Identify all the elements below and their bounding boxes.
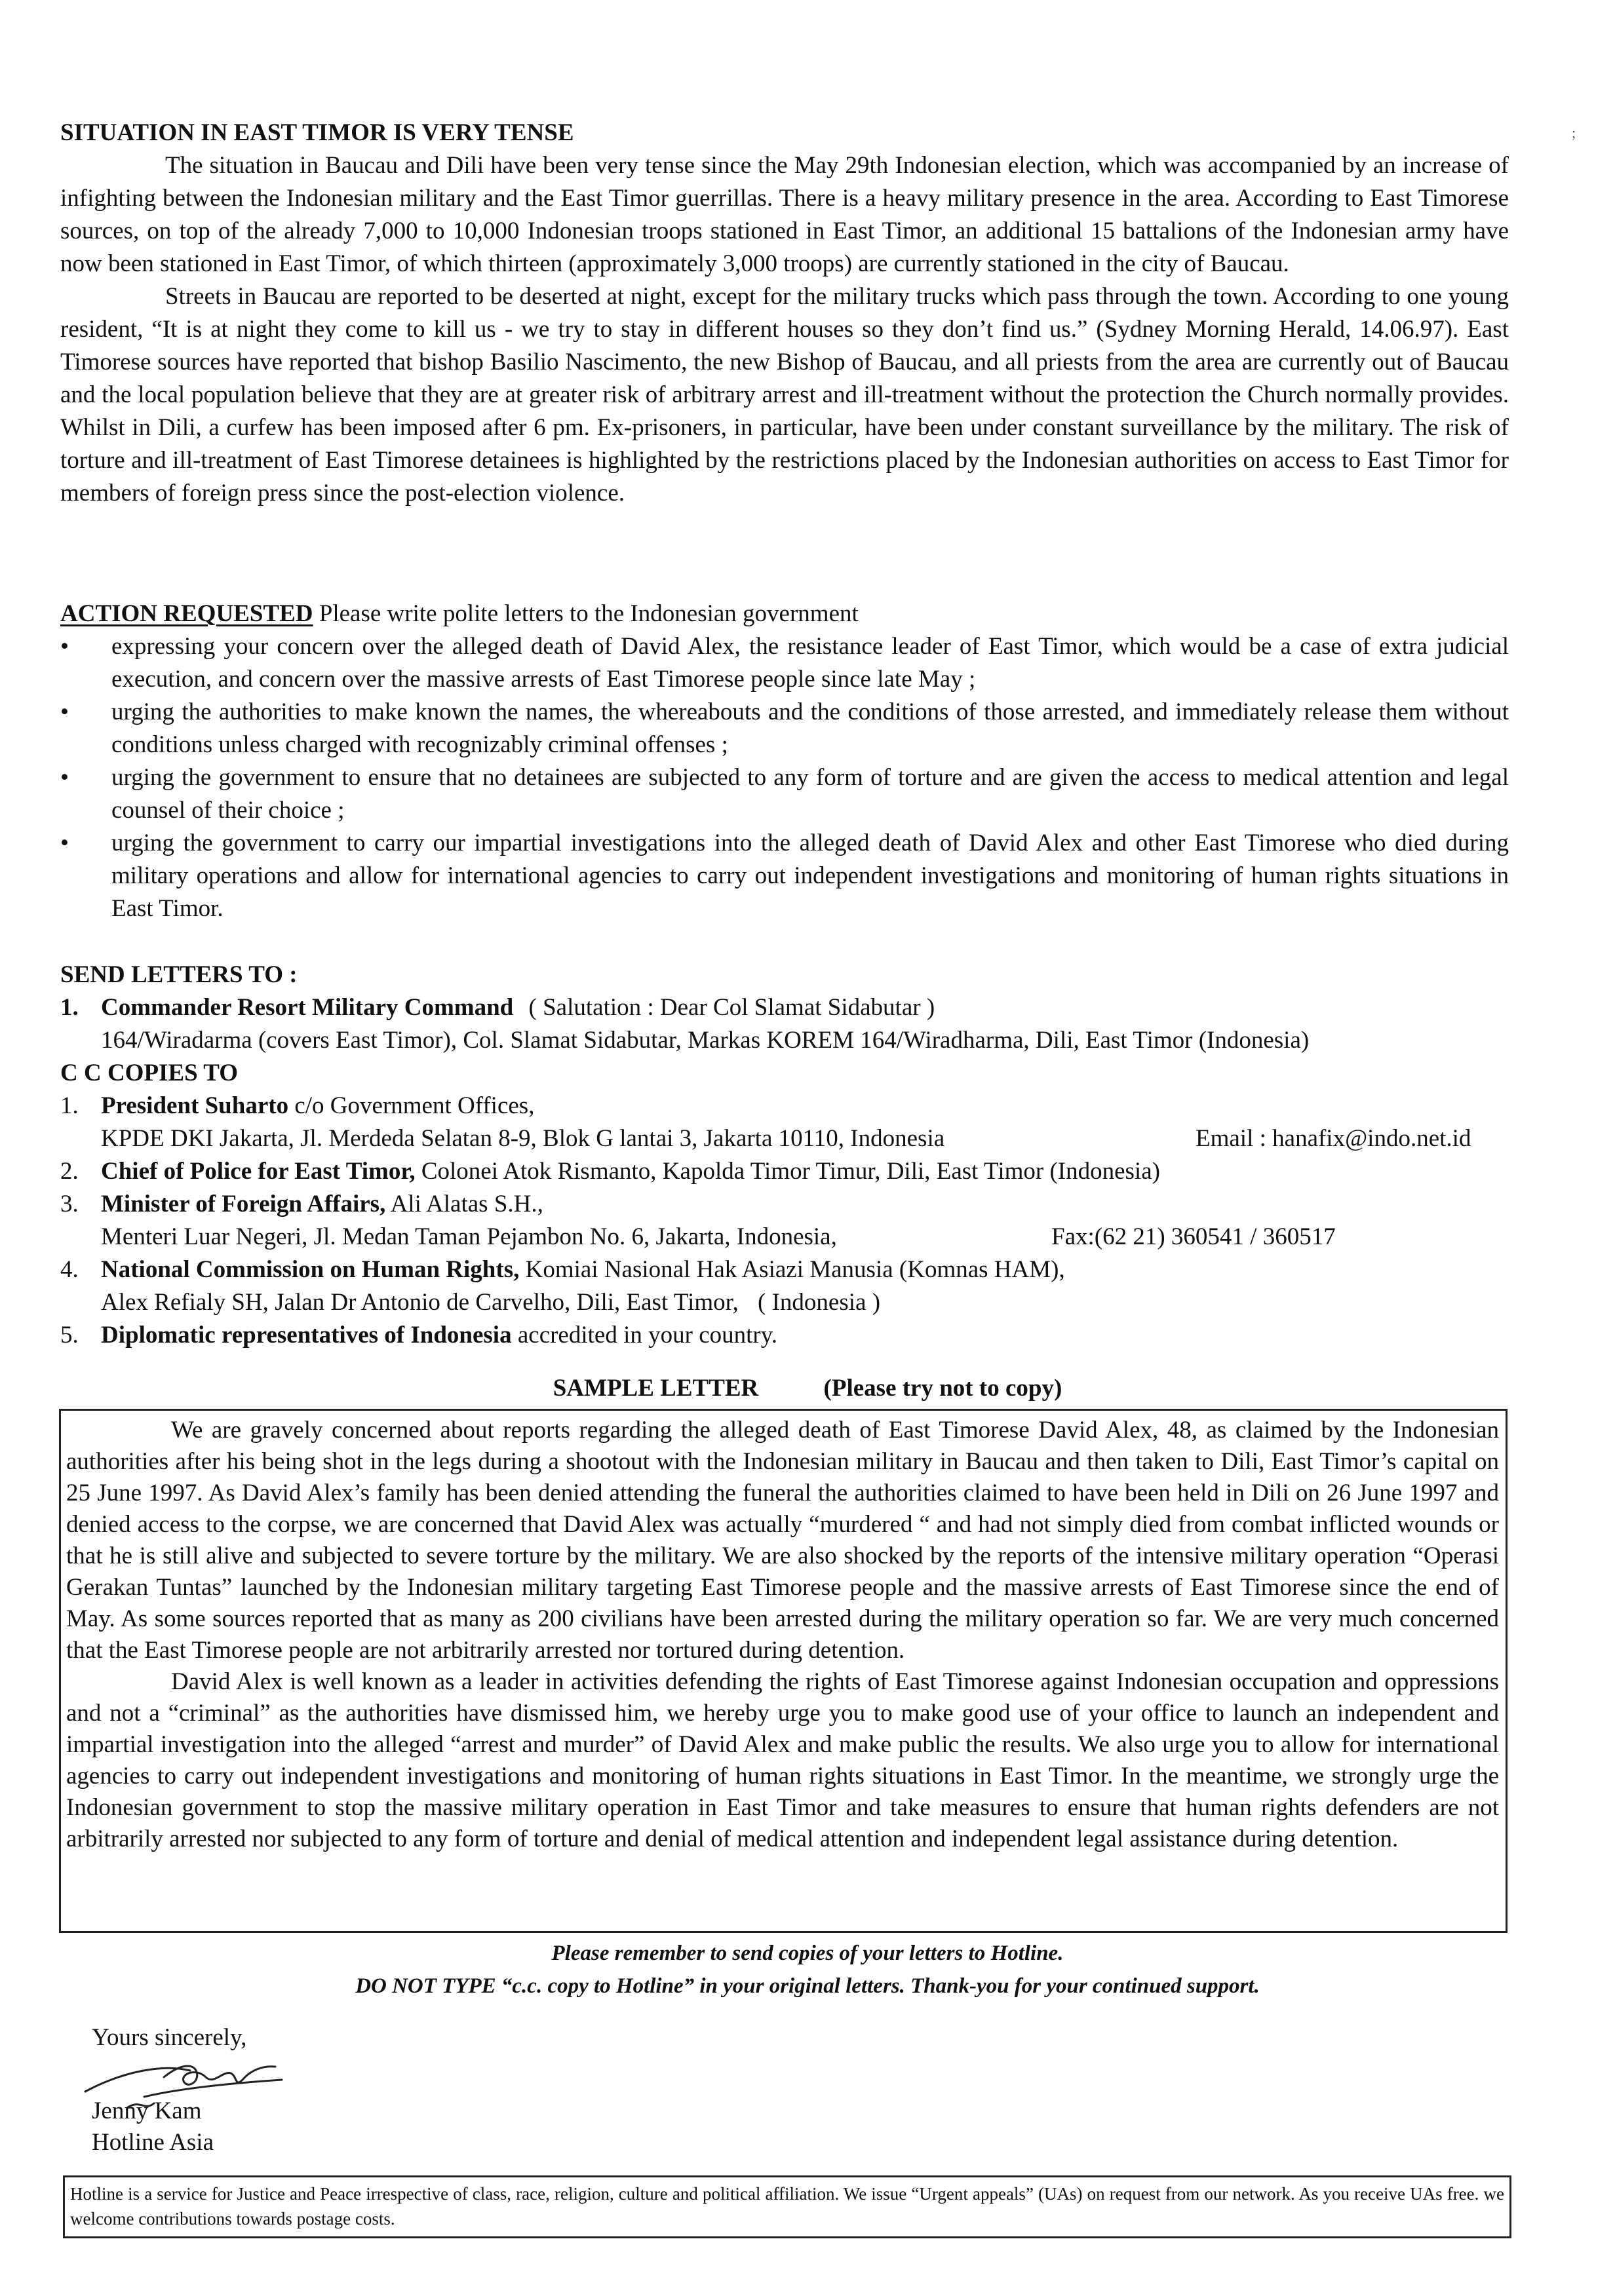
situation-section (60, 117, 1509, 510)
recipient-main (60, 991, 1509, 1057)
bullet-text: urging the authorities to make known the names, the whereabouts and the conditions of those arrested, and immediately release them without conditions unless charged with recognizably criminal offenses ; (111, 698, 1509, 758)
situation-paragraph-1: The situation in Baucau and Dili have been very tense since the May 29th Indonesian election, which was accompanied by an increase of infighting between the Indonesian military and the East Timor guerrillas. There is a heavy military presence in the area. According to East Timorese sources, on top of the already 7,000 to 10,000 Indonesian troops stationed in East Timor, an additional 15 battalions of the Indonesian army have now been stationed in East Timor, of which thirteen (approximately 3,000 troops) are currently stationed in the city of Baucau. (60, 152, 1509, 277)
footer-text: Hotline is a service for Justice and Peace irrespective of class, race, religion, culture and political affiliation. We issue “Urgent appeals” (UAs) on request from our network. As you receive UAs free. we welcome contributions towards postage costs. (70, 2184, 1504, 2229)
sample-heading-line (0, 1372, 1615, 1405)
cc-address-line (101, 1221, 1509, 1253)
cc-address-line (101, 1122, 1509, 1155)
sample-paragraph-1: We are gravely concerned about reports regarding the alleged death of East Timorese David Alex, 48, as claimed by the Indonesian authorities after his being shot in the legs during a shootout with the Indonesian military in Baucau and then taken to Dili, East Timor’s capital on 25 June 1997. As David Alex’s family has been denied attending the funeral the authorities claimed to have been held in Dili on 26 June 1997 and denied access to the corpse, we are concerned that David Alex was actually “murdered “ and had not simply died from combat inflicted wounds or that he is still alive and subjected to severe torture by the military. We are also shocked by the reports of the intensive military operation “Operasi Gerakan Tuntas” launched by the Indonesian military targeting East Timorese people and the massive arrests of East Timorese since the end of May. As some sources reported that as many as 200 civilians have been arrested during the military operation so far. We are very much concerned that the East Timorese people are not arbitrarily arrested nor tortured during detention. (66, 1417, 1499, 1664)
cc-name: Diplomatic representatives of Indonesia (101, 1322, 512, 1349)
send-heading: SEND LETTERS TO : (60, 961, 298, 988)
sample-letter-box (59, 1409, 1508, 1933)
cc-rest: Colonei Atok Rismanto, Kapolda Timor Timur, Dili, East Timor (Indonesia) (421, 1158, 1160, 1185)
sample-heading: SAMPLE LETTER (553, 1375, 759, 1402)
note-line-1: Please remember to send copies of your letters to Hotline. (551, 1942, 1064, 1965)
action-bullet (60, 761, 1509, 827)
recipient-number: 1. (60, 994, 79, 1021)
recipient-name: Commander Resort Military Command (101, 994, 514, 1021)
cc-number: 2. (60, 1158, 79, 1185)
signoff-closing: Yours sincerely, (92, 2024, 247, 2051)
cc-rest: Ali Alatas S.H., (390, 1191, 543, 1217)
action-intro-line (60, 598, 1509, 630)
cc-rest: c/o Government Offices, (294, 1092, 535, 1119)
sample-paragraph-2: David Alex is well known as a leader in activities defending the rights of East Timorese against Indonesian occupation and oppressions and not a “criminal” as the authorities have dismissed him, we hereby urge you to make good use of your office to launch an independent and impartial investigation into the alleged “arrest and murder” of David Alex and make public the results. We also urge you to allow for international agencies to carry out independent investigations and monitoring of human rights situations in East Timor. In the meantime, we strongly urge the Indonesian government to stop the massive military operation in East Timor and take measures to ensure that human rights defenders are not arbitrarily arrested nor subjected to any form of torture and denial of medical attention and independent legal assistance during detention. (66, 1668, 1499, 1852)
recipient-salutation: ( Salutation : Dear Col Slamat Sidabutar ) (528, 994, 935, 1021)
action-bullet (60, 827, 1509, 925)
cc-item (60, 1253, 1509, 1319)
cc-number: 5. (60, 1322, 79, 1349)
bullet-icon: • (60, 764, 69, 791)
bullet-text: expressing your concern over the alleged death of David Alex, the resistance leader of East Timor, which would be a case of extra judicial execution, and concern over the massive arrests of East Timorese people since late May ; (111, 633, 1509, 693)
cc-item (60, 1188, 1509, 1253)
margin-mark: ; (1572, 124, 1576, 141)
cc-rest: Komiai Nasional Hak Asiazi Manusia (Komnas HAM), (525, 1256, 1065, 1283)
cc-contact: Email : hanafix@indo.net.id (1196, 1125, 1471, 1152)
cc-number: 4. (60, 1256, 79, 1283)
bullet-text: urging the government to carry our impartial investigations into the alleged death of David Alex and other East Timorese who died during military operations and allow for international agencies to carry out independent investigations and monitoring of human rights situations in East Timor. (111, 830, 1509, 922)
cc-name: National Commission on Human Rights, (101, 1256, 520, 1283)
action-bullet (60, 696, 1509, 761)
cc-rest: accredited in your country. (517, 1322, 778, 1349)
cc-number: 3. (60, 1191, 79, 1217)
footer-box (63, 2175, 1511, 2238)
cc-address: KPDE DKI Jakarta, Jl. Merdeda Selatan 8-9, Blok G lantai 3, Jakarta 10110, Indonesia (101, 1125, 945, 1152)
cc-address: Alex Refialy SH, Jalan Dr Antonio de Carvelho, Dili, East Timor, (101, 1289, 739, 1316)
action-section (60, 598, 1509, 925)
recipient-address: 164/Wiradarma (covers East Timor), Col. Slamat Sidabutar, Markas KOREM 164/Wiradharma, Dili, East Timor (Indonesia) (101, 1027, 1310, 1054)
bullet-icon: • (60, 633, 69, 660)
signoff-name: Jenny Kam (92, 2097, 202, 2124)
action-bullet (60, 630, 1509, 696)
situation-heading: SITUATION IN EAST TIMOR IS VERY TENSE (60, 119, 574, 146)
cc-item (60, 1319, 1509, 1352)
cc-name: Chief of Police for East Timor, (101, 1158, 416, 1185)
bullet-icon: • (60, 830, 69, 856)
cc-item (60, 1155, 1509, 1188)
cc-item (60, 1090, 1509, 1155)
cc-number: 1. (60, 1092, 79, 1119)
cc-name: President Suharto (101, 1092, 289, 1119)
action-heading: ACTION REQUESTED (60, 600, 313, 627)
bullet-text: urging the government to ensure that no detainees are subjected to any form of torture and are given the access to medical attention and legal counsel of their choice ; (111, 764, 1509, 824)
note-line-2: DO NOT TYPE “c.c. copy to Hotline” in your original letters. Thank-you for your continued support. (355, 1974, 1260, 1998)
cc-address-line (101, 1286, 1509, 1319)
cc-name: Minister of Foreign Affairs, (101, 1191, 386, 1217)
bullet-icon: • (60, 698, 69, 725)
send-section (60, 959, 1509, 1352)
sample-subheading: (Please try not to copy) (823, 1375, 1062, 1402)
cc-address: Menteri Luar Negeri, Jl. Medan Taman Pejambon No. 6, Jakarta, Indonesia, (101, 1223, 837, 1250)
cc-heading: C C COPIES TO (60, 1060, 239, 1086)
cc-contact: ( Indonesia ) (758, 1289, 881, 1316)
cc-contact: Fax:(62 21) 360541 / 360517 (1051, 1223, 1336, 1250)
action-intro: Please write polite letters to the Indonesian government (319, 600, 859, 627)
situation-paragraph-2: Streets in Baucau are reported to be deserted at night, except for the military trucks which pass through the town. According to one young resident, “It is at night they come to kill us - we try to stay in different houses so they don’t find us.” (Sydney Morning Herald, 14.06.97). East Timorese sources have reported that bishop Basilio Nascimento, the new Bishop of Baucau, and all priests from the area are currently out of Baucau and the local population believe that they are at greater risk of arbitrary arrest and ill-treatment without the protection the Church normally provides. Whilst in Dili, a curfew has been imposed after 6 pm. Ex-prisoners, in particular, have been under constant surveillance by the military. The risk of torture and ill-treatment of East Timorese detainees is highlighted by the restrictions placed by the Indonesian authorities on access to East Timor for members of foreign press since the post-election violence. (60, 283, 1509, 507)
signoff-org: Hotline Asia (92, 2129, 214, 2156)
